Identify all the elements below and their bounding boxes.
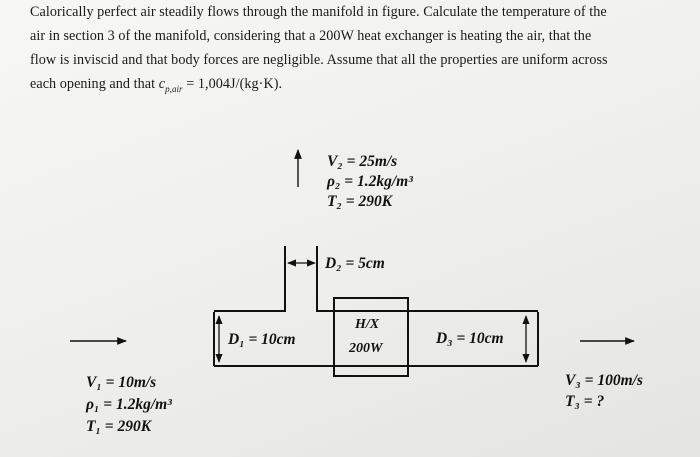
hx-power-label: 200W [349,341,383,356]
cp-subscript: p,air [165,83,183,94]
rho2-label: ρ₂ = 1.2kg/m³ [327,173,413,190]
cp-symbol: c [158,76,166,92]
problem-line-3: flow is inviscid and that body forces are negligible. Assume that all the properties are uniform across [30,52,608,68]
problem-line-2: air in section 3 of the manifold, considering that a 200W heat exchanger is heating the air, that the [30,28,592,44]
v1-label: V₁ = 10m/s [86,374,157,391]
t3-label: T₃ = ? [565,393,605,410]
d3-label: D₃ = 10cm [436,330,504,347]
d1-label: D₁ = 10cm [228,331,296,348]
hx-label: H/X [355,317,380,332]
v3-label: V₃ = 100m/s [565,372,643,389]
heat-exchanger-box [334,298,408,376]
t1-label: T₁ = 290K [86,418,152,435]
rho1-label: ρ₁ = 1.2kg/m³ [86,396,172,413]
cp-value: = 1,004J/(kg·K). [182,76,283,92]
t2-label: T₂ = 290K [327,193,393,210]
v2-label: V₂ = 25m/s [327,153,398,170]
d2-label: D₂ = 5cm [325,255,385,272]
pipe-top-wall-left [214,246,285,311]
problem-line-1: Calorically perfect air steadily flows through the manifold in figure. Calculate the temperature of the [30,4,607,20]
problem-line-4-text: each opening and that [30,76,159,92]
